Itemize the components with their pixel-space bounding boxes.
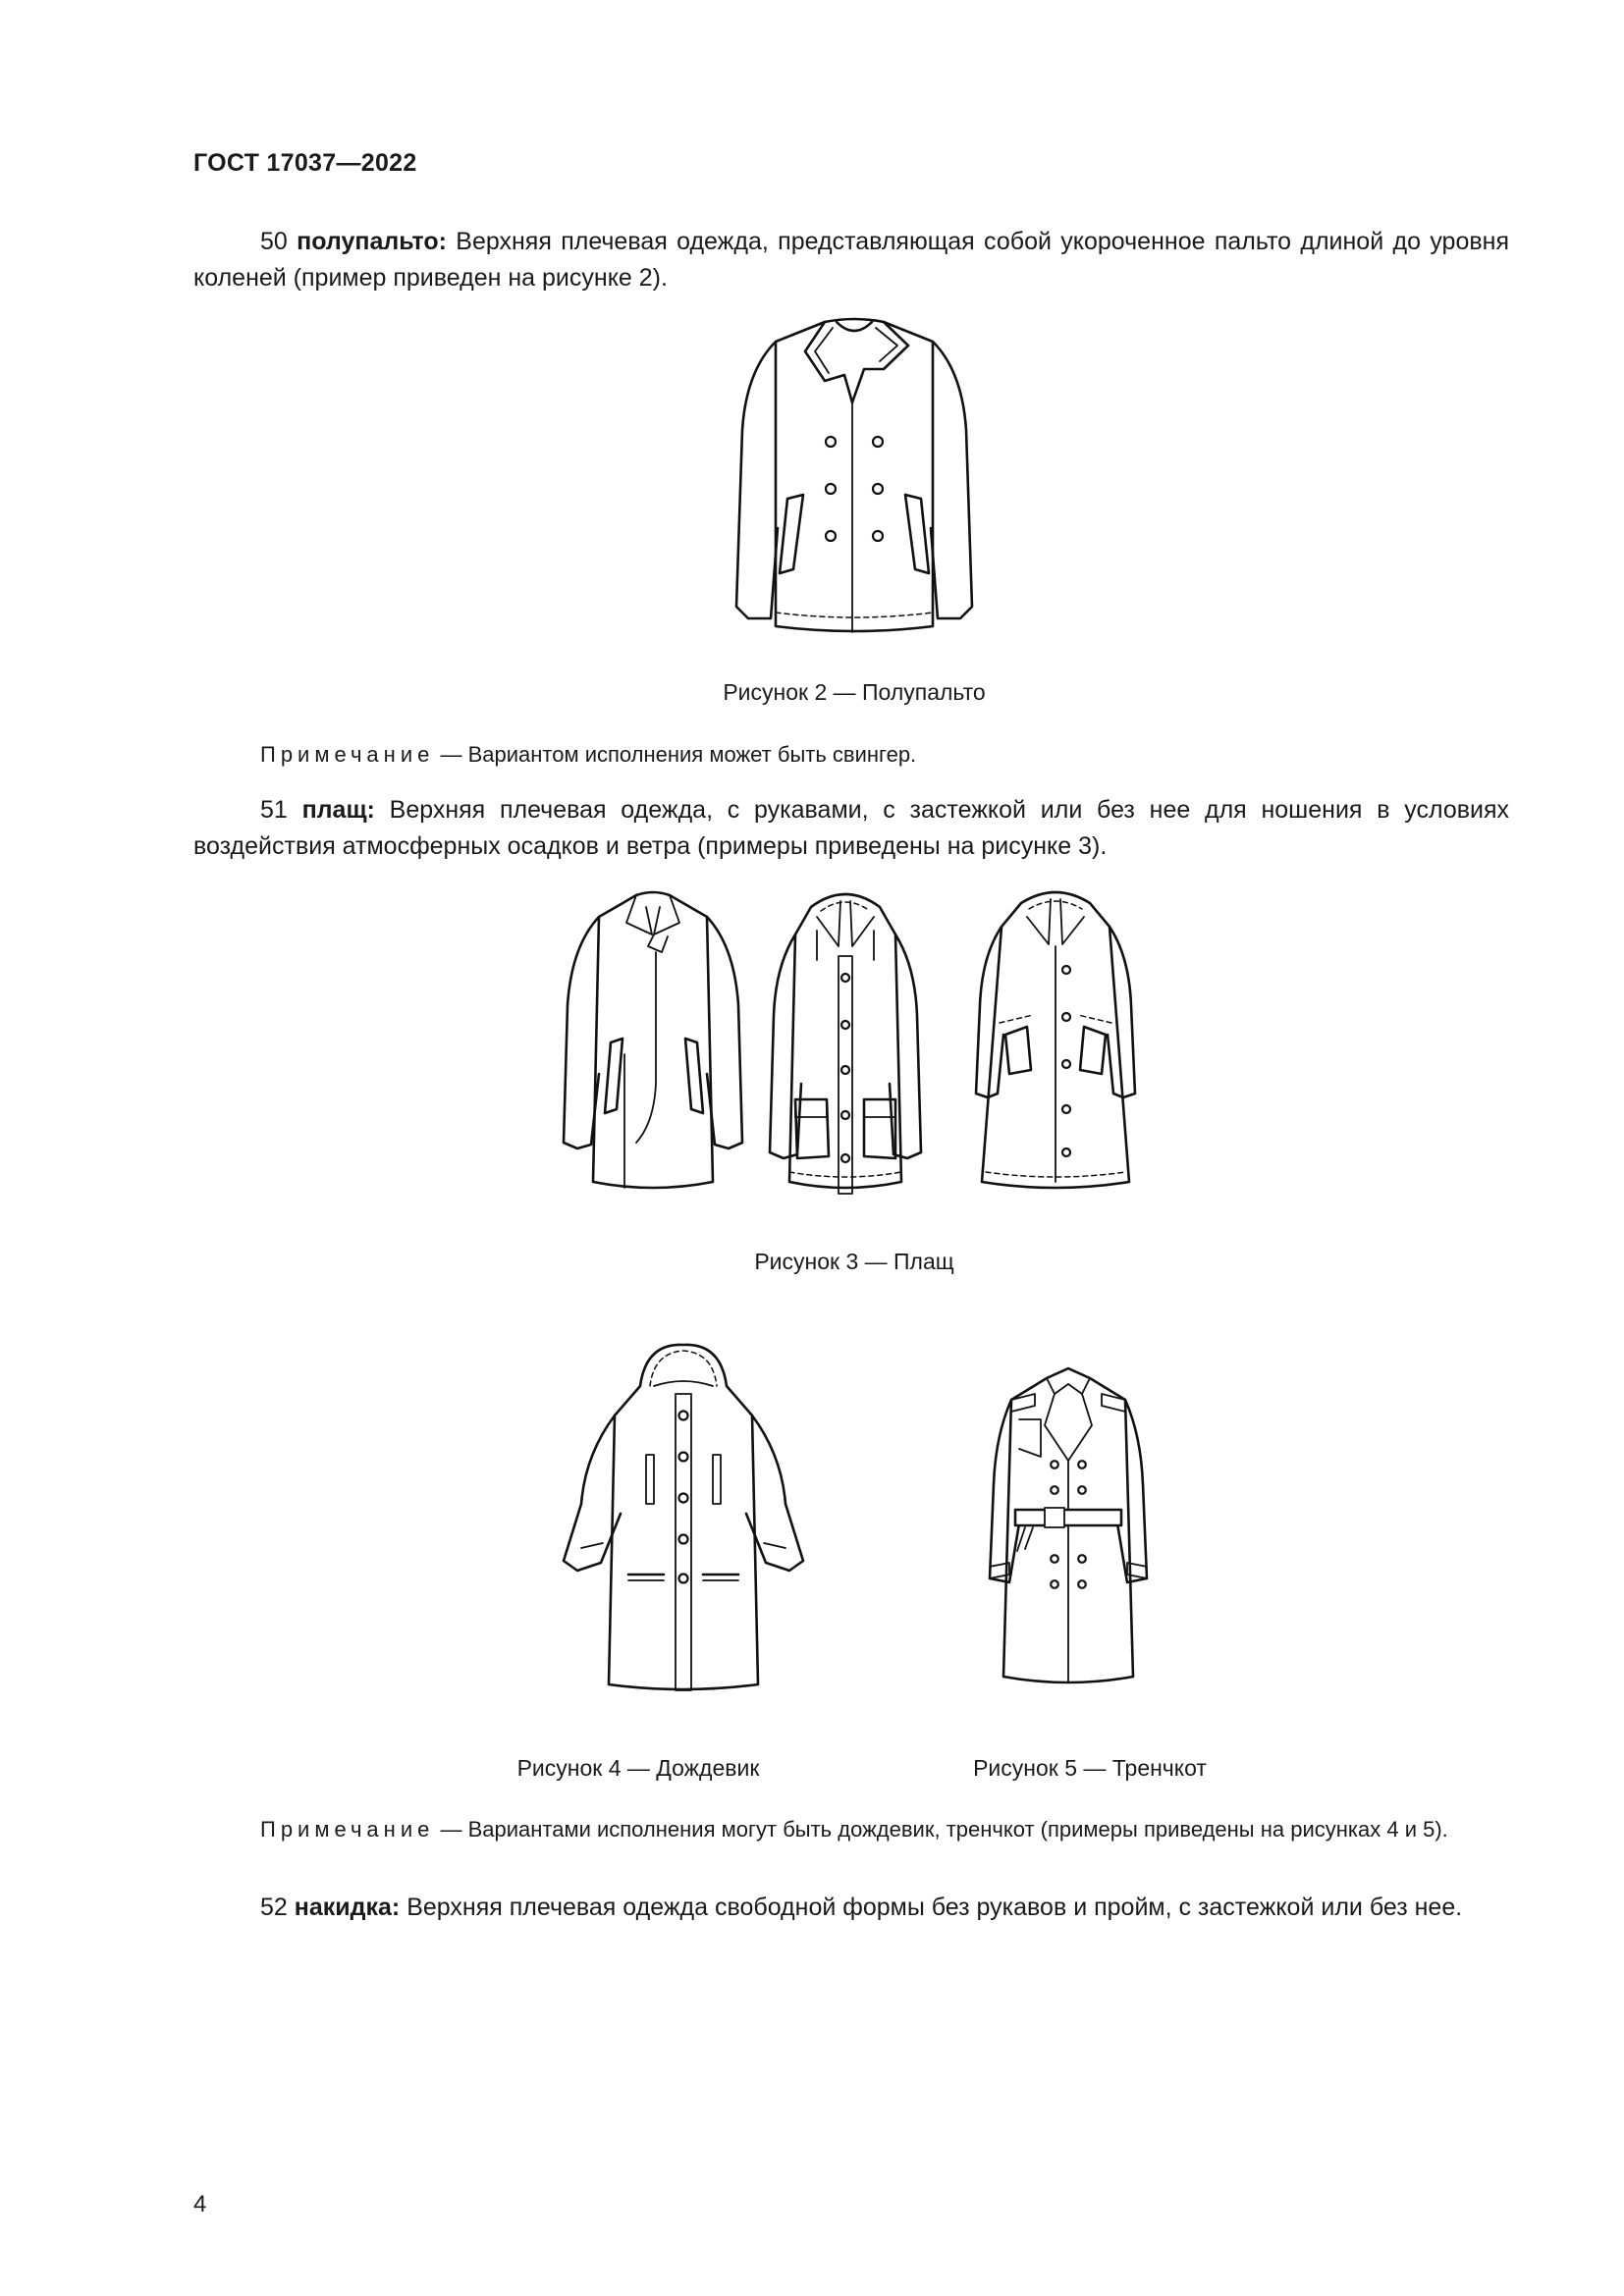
figure-4-caption: Рисунок 4 — Дождевик: [516, 1755, 760, 1781]
term-number: 52: [260, 1894, 288, 1921]
term-52-paragraph: [193, 1890, 1509, 1926]
note-1: [193, 738, 1509, 771]
note-text: — Вариантом исполнения может быть свингер.: [434, 742, 917, 767]
term-definition: Верхняя плечевая одежда, представляющая собой укороченное пальто длиной до уровня коленей (пример приведен на рисунке 2).: [193, 228, 1509, 292]
raincoat-a: [564, 892, 742, 1188]
figure-4-raincoat-drawing: [556, 1347, 811, 1695]
figure-5-caption: Рисунок 5 — Тренчкот: [973, 1755, 1207, 1781]
raincoat-c: [976, 892, 1135, 1188]
term-51-paragraph: [193, 792, 1509, 865]
figure-2-caption: Рисунок 2 — Полупальто: [723, 679, 986, 705]
figure-3-caption: Рисунок 3 — Плащ: [754, 1249, 954, 1274]
figure-2-peacoat-drawing: [727, 312, 982, 651]
note-label: Примечание: [260, 742, 435, 767]
term-name: накидка:: [294, 1894, 401, 1921]
note-2: [193, 1813, 1509, 1845]
term-definition: Верхняя плечевая одежда, с рукавами, с застежкой или без нее для ношения в условиях воздействия атмосферных осадков и ветра (примеры приведены на рисунке 3).: [193, 796, 1510, 860]
document-header: ГОСТ 17037—2022: [193, 149, 417, 177]
note-text: — Вариантами исполнения могут быть дождевик, тренчкот (примеры приведены на рисунках 4 и 5).: [434, 1817, 1448, 1842]
term-50-paragraph: [193, 224, 1509, 296]
note-label: Примечание: [260, 1817, 435, 1842]
term-definition: Верхняя плечевая одежда свободной формы без рукавов и пройм, с застежкой или без нее.: [400, 1894, 1463, 1921]
term-number: 51: [260, 796, 288, 824]
term-name: полупальто:: [297, 228, 447, 255]
raincoat-b: [770, 894, 921, 1194]
figure-5-trenchcoat-drawing: [986, 1366, 1151, 1695]
term-name: плащ:: [301, 796, 375, 824]
figure-3-raincoat-drawings: [560, 887, 1159, 1211]
page-number: 4: [193, 2191, 207, 2217]
term-number: 50: [260, 228, 288, 255]
